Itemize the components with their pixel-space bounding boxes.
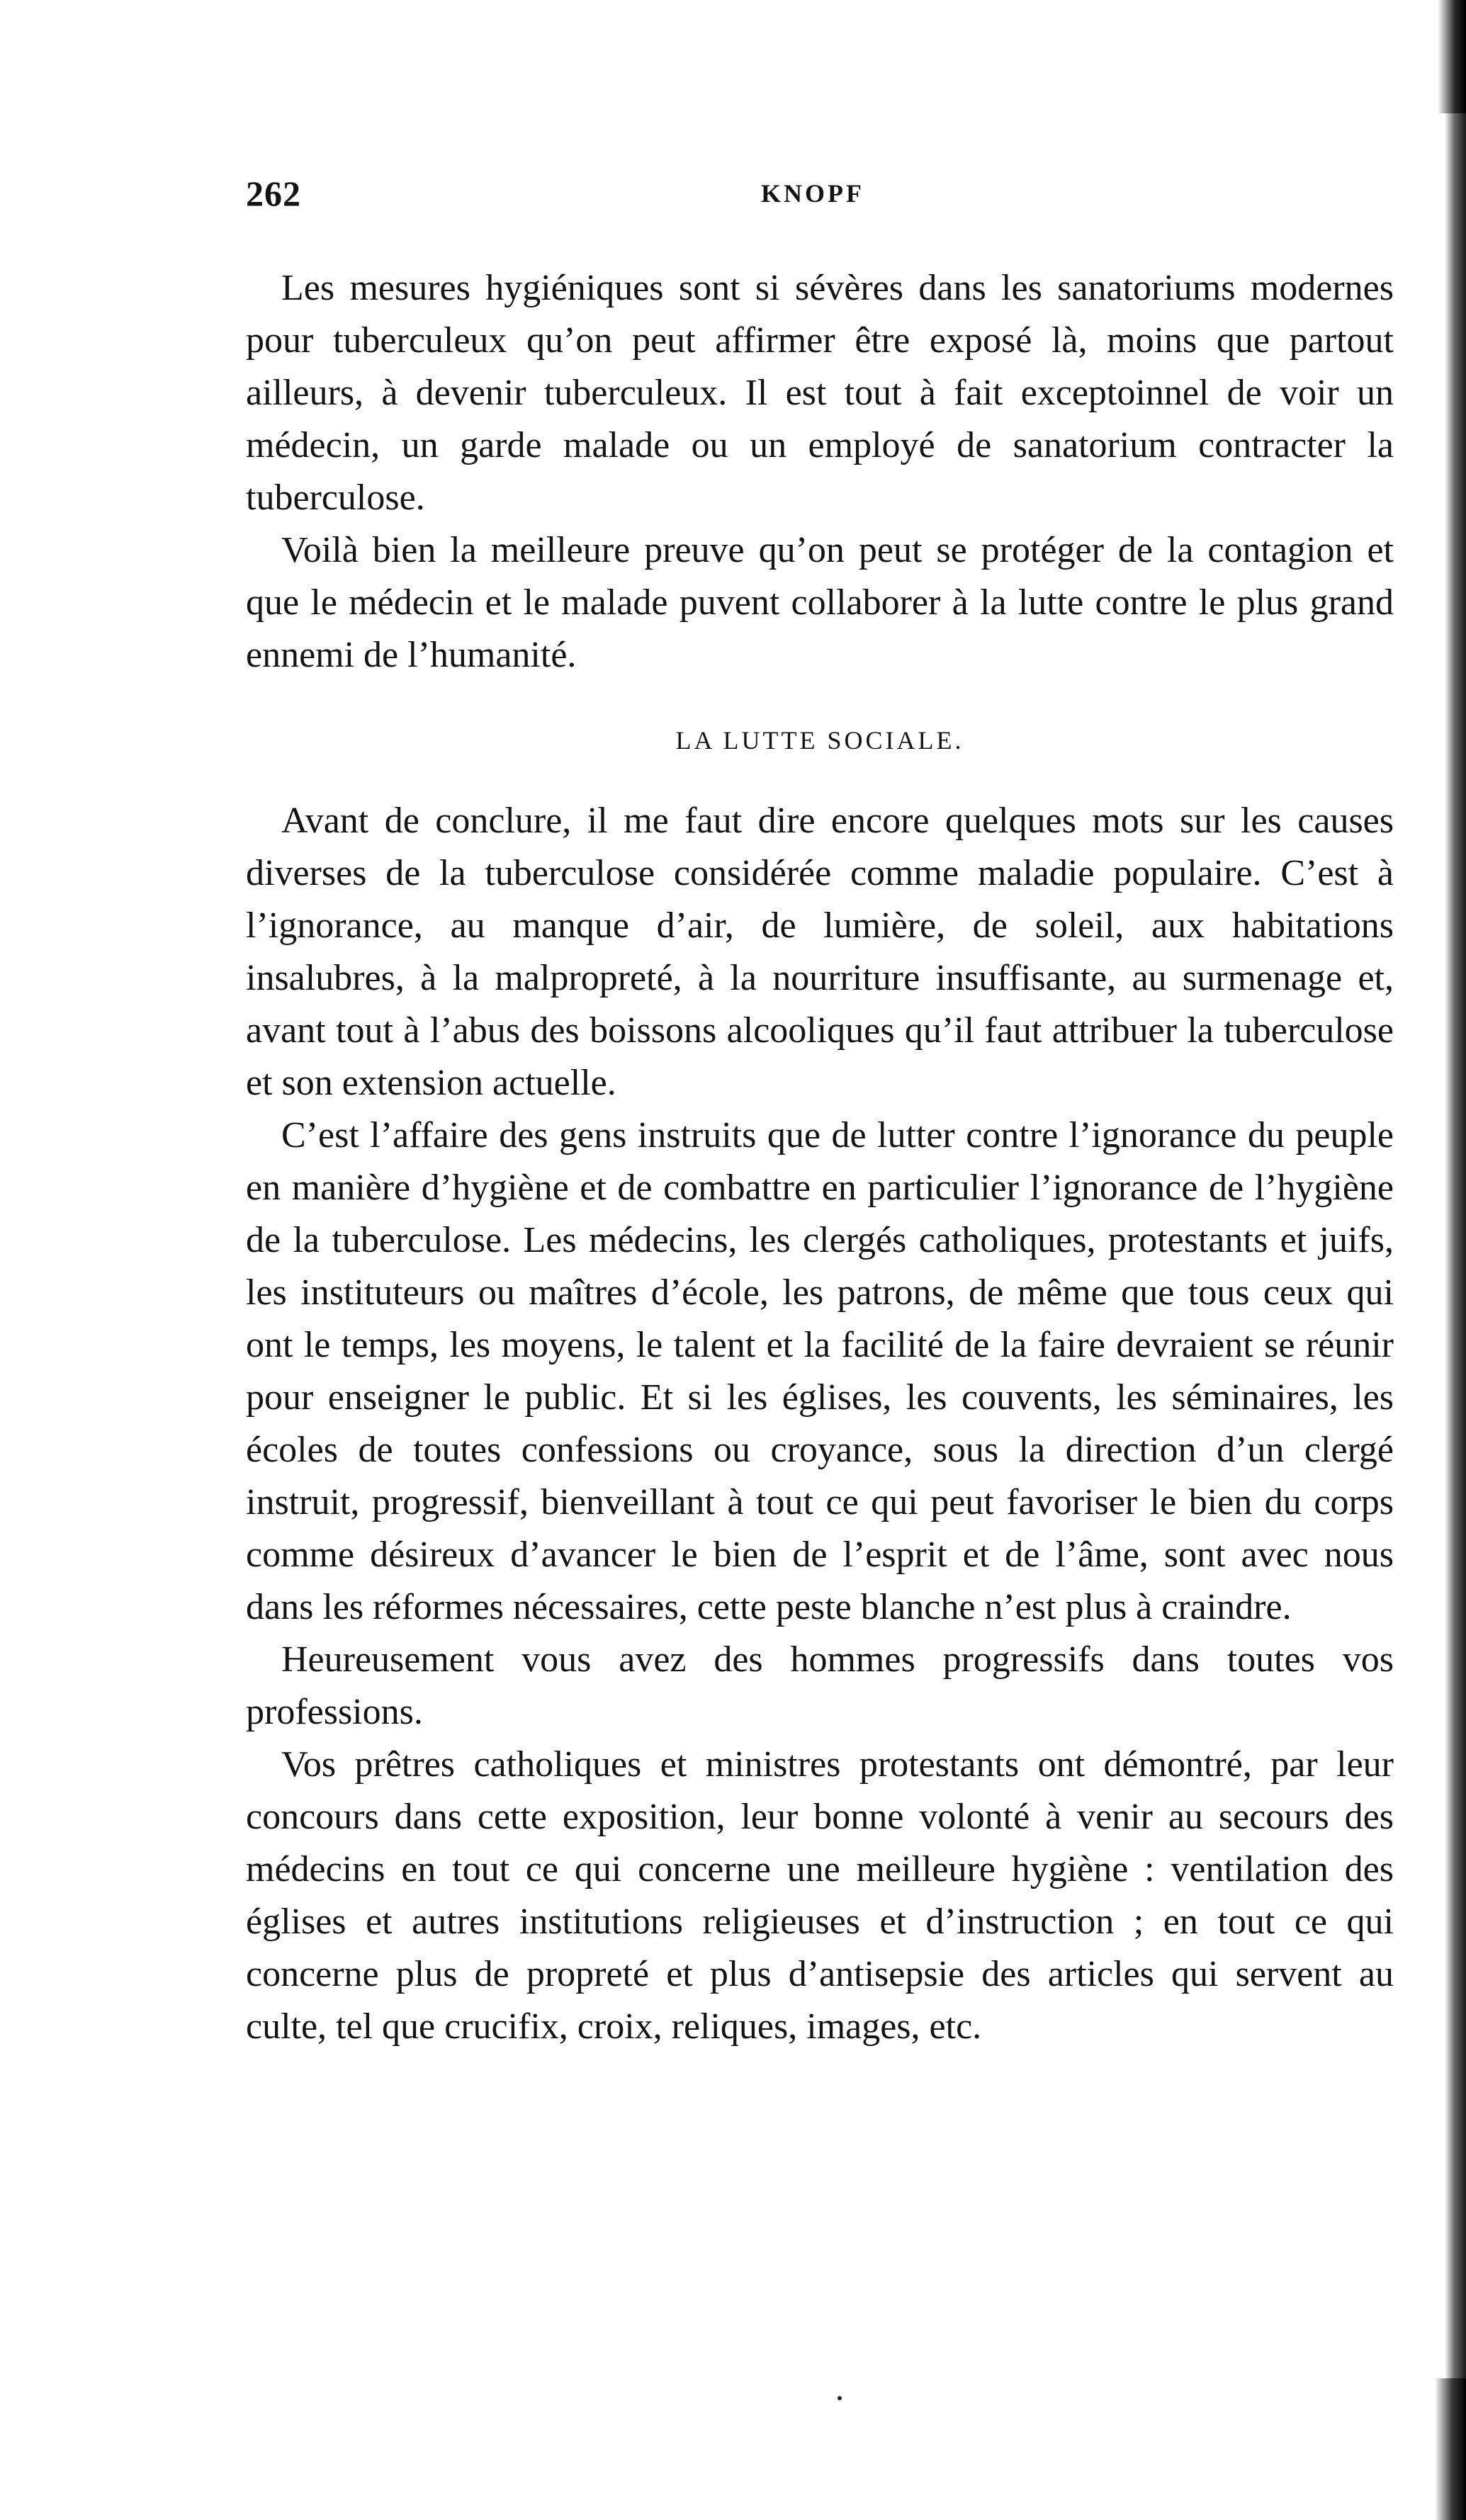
paragraph-best-proof: Voilà bien la meilleure preuve qu’on peut se protéger de la contagion et que le médecin et le malade puvent collaborer à la lutte contre le plus grand ennemi de l’humanité.: [246, 530, 1394, 675]
paragraph-hygiene-measures: Les mesures hygiéniques sont si sévères dans les sanatoriums modernes pour tuberculeux qu’on peut affirmer être exposé là, moins que partout ailleurs, à devenir tuberculeux. Il est tout à fait exceptoinnel de voir un médecin, un garde malade ou un employé de sanatorium contracter la tuberculose.: [246, 268, 1394, 518]
section-heading: LA LUTTE SOCIALE.: [675, 726, 964, 755]
running-title: KNOPF: [761, 179, 864, 208]
page-mark: [838, 2396, 842, 2400]
page-edge-shadow-top: [1438, 0, 1466, 113]
page-edge-shadow: [1445, 0, 1466, 2520]
paragraph-educated-people: C’est l’affaire des gens instruits que de lutter contre l’ignorance du peuple en manière d’hygiène et de combattre en particulier l’ignorance de l’hygiène de la tuberculose. Les médecins, les clergés catholiques, protestants et juifs, les instituteurs ou maîtres d’école, les patrons, de même que tous ceux qui ont le temps, les moyens, le talent et la facilité de la faire devraient se réunir pour enseigner le public. Et si les églises, les couvents, les séminaires, les écoles de toutes confessions ou croyance, sous la direction d’un clergé instruit, progressif, bienveillant à tout ce qui peut favoriser le bien du corps comme désireux d’avancer le bien de l’esprit et de l’âme, sont avec nous dans les réformes nécessaires, cette peste blanche n’est plus à craindre.: [246, 1115, 1394, 1627]
page-number: 262: [246, 174, 301, 213]
paragraph-causes: Avant de conclure, il me faut dire encore quelques mots sur les causes diverses de la tuberculose considérée comme maladie populaire. C’est à l’ignorance, au manque d’air, de lumière, de soleil, aux habitations insalubres, à la malpropreté, à la nourriture insuffisante, au surmenage et, avant tout à l’abus des boissons alcooliques qu’il faut attribuer la tuberculose et son extension actuelle.: [246, 801, 1394, 1103]
paragraph-clergy-hygiene: Vos prêtres catholiques et ministres protestants ont démontré, par leur concours dans cette exposition, leur bonne volonté à venir au secours des médecins en tout ce qui concerne une meilleure hygiène : ventilation des églises et autres institutions religieuses et d’instruction ; en tout ce qui concerne plus de propreté et plus d’antisepsie des articles qui servent au culte, tel que crucifix, croix, reliques, images, etc.: [246, 1744, 1394, 2047]
body-text: [246, 262, 1394, 2053]
running-head: [246, 173, 1394, 222]
paragraph-progressive-men: Heureusement vous avez des hommes progressifs dans toutes vos professions.: [246, 1639, 1394, 1732]
page-edge-shadow-bottom: [1435, 2378, 1466, 2520]
